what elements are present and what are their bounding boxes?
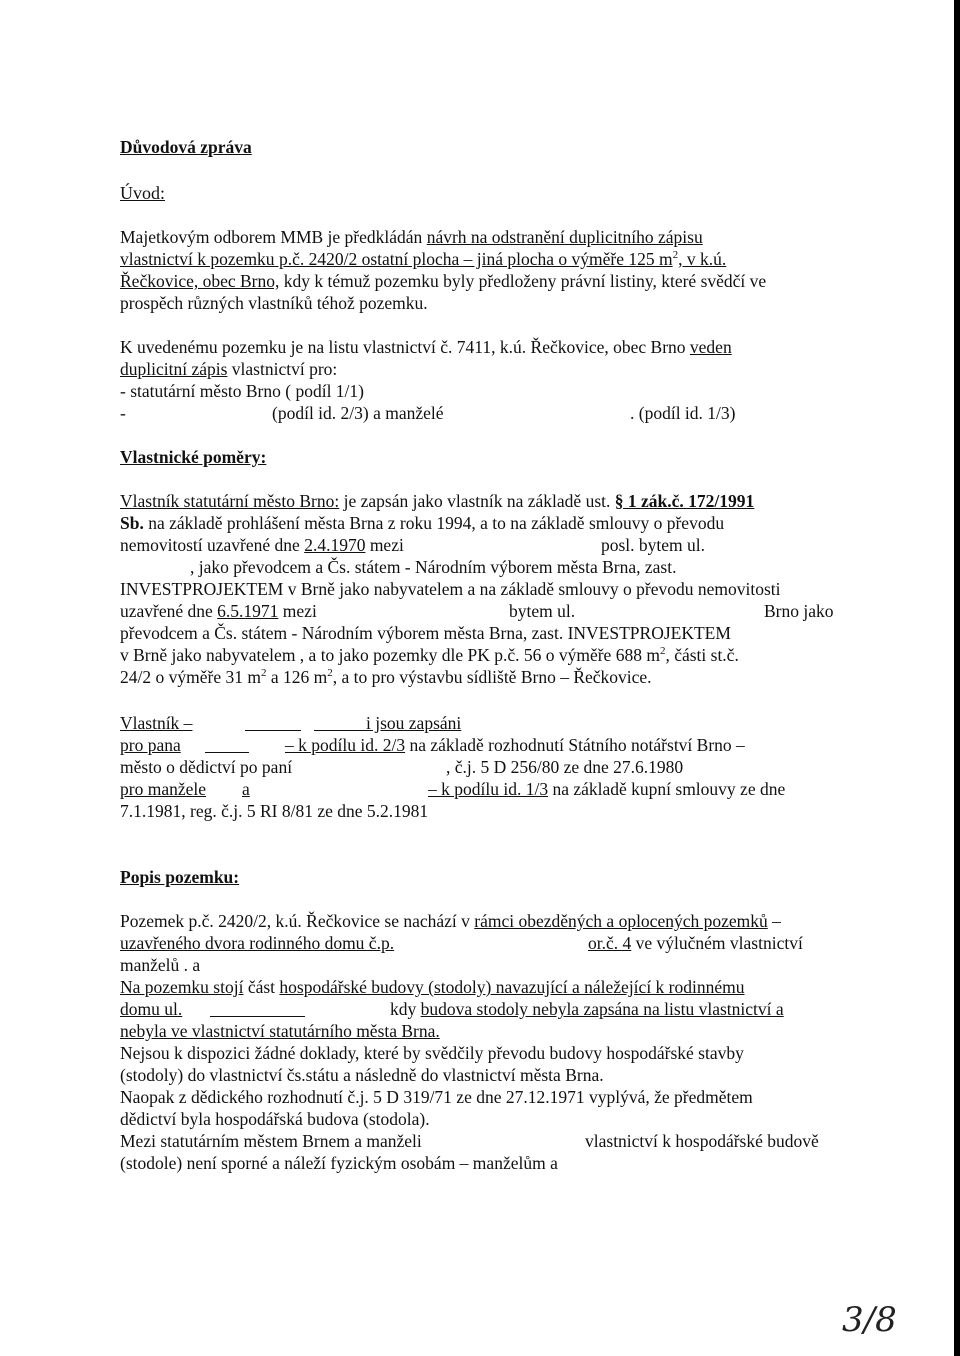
text: or.č. 4 [588, 933, 632, 953]
vlast-line-6b: bytem ul. [509, 601, 576, 621]
text: kdy [390, 999, 421, 1019]
popis-line-6: nebyla ve vlastnictví statutárního města Brna. [120, 1021, 440, 1041]
text: Řečkovice, obec Brno, [120, 271, 280, 291]
section-heading-vlastnicke: Vlastnické poměry: [120, 447, 267, 467]
text: návrh na odstranění duplicitního zápisu [426, 227, 703, 247]
zapis-line-2 [120, 358, 337, 380]
popis-line-3: manželů . a [120, 955, 201, 975]
redaction-underline [245, 712, 301, 731]
text: 2.4.1970 [304, 535, 366, 555]
zapis-line-4 [120, 402, 126, 424]
text: uzavřené dne [120, 601, 218, 621]
popis-line-4 [120, 976, 745, 998]
popis-line-11b: vlastnictví k hospodářské budově [585, 1131, 819, 1151]
popis-line-5 [120, 998, 182, 1020]
text: , části st.č. [665, 645, 739, 665]
text: 6.5.1971 [217, 601, 279, 621]
superscript: 2 [260, 667, 267, 680]
vlast-line-3b: posl. bytem ul. [601, 535, 706, 555]
vlast2-line-4c [428, 778, 785, 800]
text: na základě rozhodnutí Státního notářství Brno – [405, 735, 745, 755]
redaction-underline [205, 734, 249, 753]
text: – [767, 911, 781, 931]
text: hospodářské budovy (stodoly) navazující a náležející k rodinnému [279, 977, 745, 997]
text: nemovitostí uzavřené dne [120, 535, 305, 555]
popis-line-1 [120, 910, 781, 932]
popis-line-9: Naopak z dědického rozhodnutí č.j. 5 D 319/71 ze dne 27.12.1971 vyplývá, že předmětem [120, 1087, 753, 1107]
vlast2-line-1 [120, 712, 192, 734]
vlast-line-1 [120, 490, 754, 512]
vlast-line-9 [120, 666, 652, 688]
vlast2-line-2b [285, 734, 745, 756]
zapis-line-3: - statutární město Brno ( podíl 1/1) [120, 381, 364, 401]
vlast2-line-3b: , č.j. 5 D 256/80 ze dne 27.6.1980 [446, 757, 684, 777]
section-heading-popis: Popis pozemku: [120, 867, 240, 887]
uvod-line-4: prospěch různých vlastníků téhož pozemku. [120, 293, 428, 313]
text: Vlastník statutární město Brno: [120, 491, 340, 511]
vlast2-line-4 [120, 778, 206, 800]
vlast-line-6c: Brno jako [764, 601, 834, 621]
vlast-line-6 [120, 600, 317, 622]
text: – k podílu id. 2/3 [285, 735, 406, 755]
text: mezi [365, 535, 404, 555]
text: Majetkovým odborem MMB je předkládán [120, 227, 427, 247]
text: - [120, 403, 126, 423]
text: Pozemek p.č. 2420/2, k.ú. Řečkovice se nachází v [120, 911, 475, 931]
text: rámci obezděných a oplocených pozemků [474, 911, 768, 931]
text: v Brně jako nabyvatelem , a to jako pozemky dle PK p.č. 56 o výměře 688 m [120, 645, 660, 665]
uvod-line-2 [120, 248, 726, 270]
popis-line-8: (stodoly) do vlastnictví čs.státu a následně do vlastnictví města Brna. [120, 1065, 604, 1085]
text: na základě prohlášení města Brna z roku 1994, a to na základě smlouvy o převodu [143, 513, 725, 533]
vlast2-line-4b: a [242, 779, 250, 799]
text: a 126 m [266, 667, 328, 687]
superscript: 2 [672, 249, 679, 262]
text: Vlastník – [120, 713, 193, 733]
vlast2-line-3: město o dědictví po paní [120, 757, 293, 777]
text: Sb. [120, 513, 144, 533]
vlast2-line-2 [120, 734, 181, 756]
text: kdy k témuž pozemku byly předloženy právní listiny, které svědčí ve [279, 271, 767, 291]
text: , a to pro výstavbu sídliště Brno – Řečkovice. [332, 667, 652, 687]
text: § 1 zák.č. 172/1991 [614, 491, 755, 511]
text: mezi [278, 601, 317, 621]
scan-edge-bar [954, 0, 960, 1356]
popis-line-10: dědictví byla hospodářská budova (stodola). [120, 1109, 430, 1129]
text: 24/2 o výměře 31 m [120, 667, 261, 687]
popis-line-2b [588, 932, 803, 954]
vlast-line-3 [120, 534, 404, 556]
vlast2-line-1b: i jsou zapsáni [366, 713, 462, 733]
document-title: Důvodová zpráva [120, 137, 252, 157]
superscript: 2 [327, 667, 333, 680]
popis-line-5b [390, 998, 784, 1020]
text: uzavřeného dvora rodinného domu č.p. [120, 933, 395, 953]
popis-line-7: Nejsou k dispozici žádné doklady, které by svědčily převodu budovy hospodářské stavby [120, 1043, 744, 1063]
zapis-line-4-share: (podíl id. 2/3) a manželé [272, 403, 444, 423]
vlast2-line-5: 7.1.1981, reg. č.j. 5 RI 8/81 ze dne 5.2.1981 [120, 801, 429, 821]
text: , v k.ú. [678, 249, 727, 269]
zapis-line-1 [120, 336, 732, 358]
uvod-line-3 [120, 270, 766, 292]
text: na základě kupní smlouvy ze dne [548, 779, 786, 799]
vlast-line-7: převodcem a Čs. státem - Národním výborem města Brna, zast. INVESTPROJEKTEM [120, 623, 731, 643]
vlast-line-2 [120, 512, 724, 534]
text: budova stodoly nebyla zapsána na listu vlastnictví a [420, 999, 784, 1019]
text: vlastnictví k pozemku [120, 249, 275, 269]
superscript: 2 [659, 645, 666, 658]
text: pro pana [120, 735, 181, 755]
text: veden [689, 337, 732, 357]
popis-line-2 [120, 932, 394, 954]
vlast-line-4: , jako převodcem a Čs. státem - Národním výborem města Brna, zast. [190, 557, 677, 577]
text: vlastnictví pro: [227, 359, 338, 379]
section-heading-uvod: Úvod: [120, 183, 165, 203]
text: část [243, 977, 280, 997]
text: p.č. 2420/2 ostatní plocha – jiná plocha o výměře 125 m [274, 249, 673, 269]
vlast-line-5: INVESTPROJEKTEM v Brně jako nabyvatelem a na základě smlouvy o převodu nemovitosti [120, 579, 781, 599]
zapis-line-4-share2: . (podíl id. 1/3) [630, 403, 736, 423]
redaction-underline [314, 712, 366, 731]
page-number: 3/8 [842, 1300, 897, 1340]
text: duplicitní zápis [120, 359, 228, 379]
text: – k podílu id. 1/3 [428, 779, 549, 799]
text: domu ul. [120, 999, 183, 1019]
text: ve výlučném vlastnictví [631, 933, 803, 953]
popis-line-11: Mezi statutárním městem Brnem a manželi [120, 1131, 422, 1151]
text: je zapsán jako vlastník na základě ust. [339, 491, 615, 511]
vlast-line-8 [120, 644, 739, 666]
text: Na pozemku stojí [120, 977, 244, 997]
uvod-line-1 [120, 226, 844, 248]
popis-line-12: (stodole) není sporné a náleží fyzickým osobám – manželům a [120, 1153, 558, 1173]
text: pro manžele [120, 779, 206, 799]
text: K uvedenému pozemku je na listu vlastnictví č. 7411, k.ú. Řečkovice, obec Brno [120, 337, 690, 357]
redaction-underline [210, 998, 305, 1017]
